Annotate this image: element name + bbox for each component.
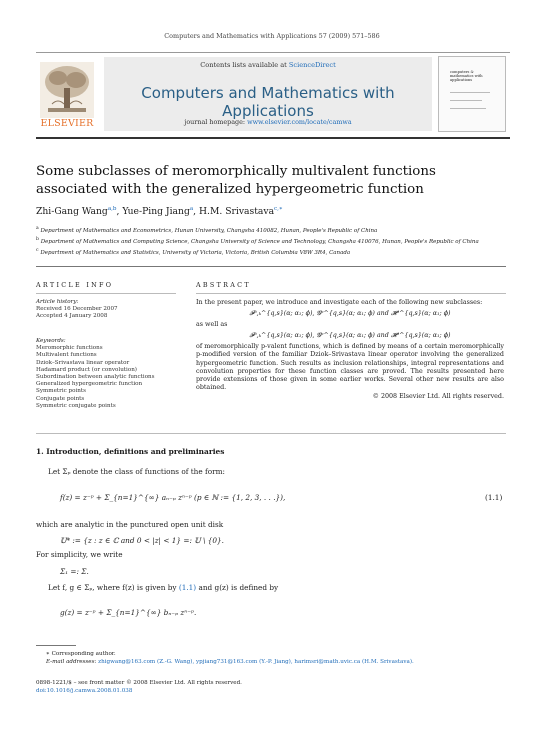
doi-link[interactable]: doi:10.1016/j.camwa.2008.01.038	[36, 688, 133, 694]
equation-ref-link[interactable]: (1.1)	[178, 583, 197, 592]
contents-line: Contents lists available at ScienceDirect	[200, 61, 336, 69]
elsevier-tree-logo	[36, 58, 98, 126]
keyword: Dziok–Srivastava linear operator	[36, 359, 130, 366]
author-name: H.M. Srivastava	[199, 206, 275, 218]
email-links[interactable]: zhigwang@163.com (Z.-G. Wang), ypjiang731@163.com (Y.-P. Jiang), harimsri@math.uvic.ca (H.M. Srivastava).	[98, 659, 414, 665]
issn-line: 0898-1221/$ – see front matter © 2008 Elsevier Ltd. All rights reserved.	[36, 680, 242, 686]
article-history: Article history: Received 16 December 2007 Accepted 4 January 2008	[36, 299, 118, 320]
equation: f(z) = z⁻ᵖ + Σ_{n=1}^{∞} aₙ₋ₚ zⁿ⁻ᵖ (p ∈ ℕ := {1, 2, 3, . . .}),	[60, 493, 286, 502]
article-title: Some subclasses of meromorphically multivalent functions associated with the generalized hypergeometric function	[36, 164, 436, 197]
article-info-heading: ARTICLE INFO	[36, 281, 114, 289]
paragraph: which are analytic in the punctured open unit disk	[36, 520, 224, 529]
author-mark[interactable]: a	[189, 206, 194, 212]
footnote-emails: E-mail addresses: zhigwang@163.com (Z.-G. Wang), ypjiang731@163.com (Y.-P. Jiang), harimsri@math.uvic.ca (H.M. Srivastava).	[46, 659, 414, 665]
cover-rule	[450, 108, 486, 109]
cover-rule	[450, 100, 482, 101]
keyword: Subordination between analytic functions	[36, 374, 155, 381]
author-name: Yue-Ping Jiang	[122, 206, 190, 218]
info-rule	[36, 293, 176, 294]
journal-homepage-line: journal homepage: www.elsevier.com/locate/camwa	[184, 118, 352, 126]
cover-title: computers & mathematics with applications	[450, 70, 483, 82]
paragraph: Let f, g ∈ Σₚ, where f(z) is given by (1.1) and g(z) is defined by	[48, 583, 279, 592]
sciencedirect-link[interactable]: ScienceDirect	[288, 61, 336, 69]
keyword: Multivalent functions	[36, 352, 97, 359]
running-header: Computers and Mathematics with Applications 57 (2009) 571–586	[164, 32, 380, 40]
keyword: Symmetric points	[36, 388, 86, 395]
affiliation: $^c$ Department of Mathematics and Statistics, University of Victoria, Victoria, British Columbia V8W 3R4, Canada	[36, 248, 351, 256]
journal-cover-thumbnail	[438, 56, 506, 132]
equation: Σ₁ =: Σ.	[60, 567, 89, 576]
paragraph: For simplicity, we write	[36, 550, 123, 559]
keyword: Conjugate points	[36, 395, 85, 402]
journal-title: Computers and Mathematics with Applications	[141, 84, 395, 120]
abstract-formula: 𝓕ᵖ,ₖ^{q,s}(α; α₁; ϕ), 𝓖ᵖ^{q,s}(α; α₁; ϕ) and 𝓗ᵖ^{q,s}(α; α₁; ϕ)	[249, 332, 451, 340]
keyword: Symmetric conjugate points	[36, 402, 116, 409]
footnote-corresponding: ∗ Corresponding author.	[46, 651, 116, 657]
affiliation: $^b$ Department of Mathematics and Computing Science, Changsha University of Science and Technology, Changsha 410076, Hunan, People's Republic of China	[36, 237, 479, 245]
header-rule-top	[36, 52, 510, 53]
elsevier-wordmark: ELSEVIER	[40, 118, 94, 129]
doi-line	[36, 688, 132, 696]
footnote-rule	[36, 645, 76, 646]
author-mark[interactable]: a,b	[107, 206, 117, 212]
journal-homepage-link[interactable]: www.elsevier.com/locate/camwa	[247, 118, 352, 126]
abstract-text: In the present paper, we introduce and investigate each of the following new subclasses: 𝓕ᵖ,ₖ^{q,s}(α; α₁; ϕ), 𝓖ᵖ^{q,s}(α; α₁; ϕ) and 𝓗ᵖ^{q,s}(α; α₁; ϕ) as well as 𝓕ᵖ,ₖ^{q,s}(α; α₁; ϕ), 𝓖ᵖ^{q,s}(α; α₁; ϕ) and 𝓗ᵖ^{q,s}(α; α₁; ϕ) of meromorphically p-valent functions, which is defined by means of a certain meromorphically p-modified version of the familiar Dziok–Srivastava linear operator involving the generalized hypergeometric function. Such results as inclusion relationships, integral representations and convolution properties for these function classes are proved. The results presented here provide extensions of those given in some earlier works. Several other new results are also obtained. © 2008 Elsevier Ltd. All rights reserved.	[196, 299, 504, 400]
keywords-block: Keywords: Meromorphic functions Multivalent functions Dziok–Srivastava linear operator Hadamard product (or convolution) Subordination between analytic functions Generalized hypergeometric function Symmetric points Conjugate points Symmetric conjugate points	[36, 338, 176, 410]
keyword: Generalized hypergeometric function	[36, 381, 143, 388]
paragraph: Let Σₚ denote the class of functions of the form:	[48, 467, 225, 476]
author-name: Zhi-Gang Wang	[36, 206, 108, 218]
author-mark[interactable]: c,∗	[274, 206, 283, 212]
equation-number: (1.1)	[485, 493, 503, 502]
abstract-rule	[196, 293, 506, 294]
equation: g(z) = z⁻ᵖ + Σ_{n=1}^{∞} bₙ₋ₚ zⁿ⁻ᵖ.	[60, 608, 197, 617]
keyword: Meromorphic functions	[36, 345, 103, 352]
section-heading: 1. Introduction, definitions and preliminaries	[36, 447, 225, 456]
copyright: © 2008 Elsevier Ltd. All rights reserved.	[372, 392, 504, 400]
equation: 𝕌* := {z : z ∈ ℂ and 0 < |z| < 1} =: 𝕌 \ {0}.	[60, 536, 224, 545]
section-divider	[36, 266, 506, 267]
abstract-formula: 𝓕ᵖ,ₖ^{q,s}(α; α₁; ϕ), 𝓖ᵖ^{q,s}(α; α₁; ϕ) and 𝓗ᵖ^{q,s}(α; α₁; ϕ)	[249, 310, 451, 318]
header-rule-bottom	[36, 137, 510, 139]
author-list: Zhi-Gang Wang$^{a,b}$, Yue-Ping Jiang$^a$, H.M. Srivastava$^{c,∗}$	[36, 206, 283, 218]
section-divider	[36, 433, 506, 434]
keyword: Hadamard product (or convolution)	[36, 366, 137, 373]
affiliation: $^a$ Department of Mathematics and Econometrics, Hunan University, Changsha 410082, Hunan, People's Republic of China	[36, 226, 378, 234]
cover-rule	[450, 92, 490, 93]
abstract-heading: ABSTRACT	[196, 281, 251, 289]
